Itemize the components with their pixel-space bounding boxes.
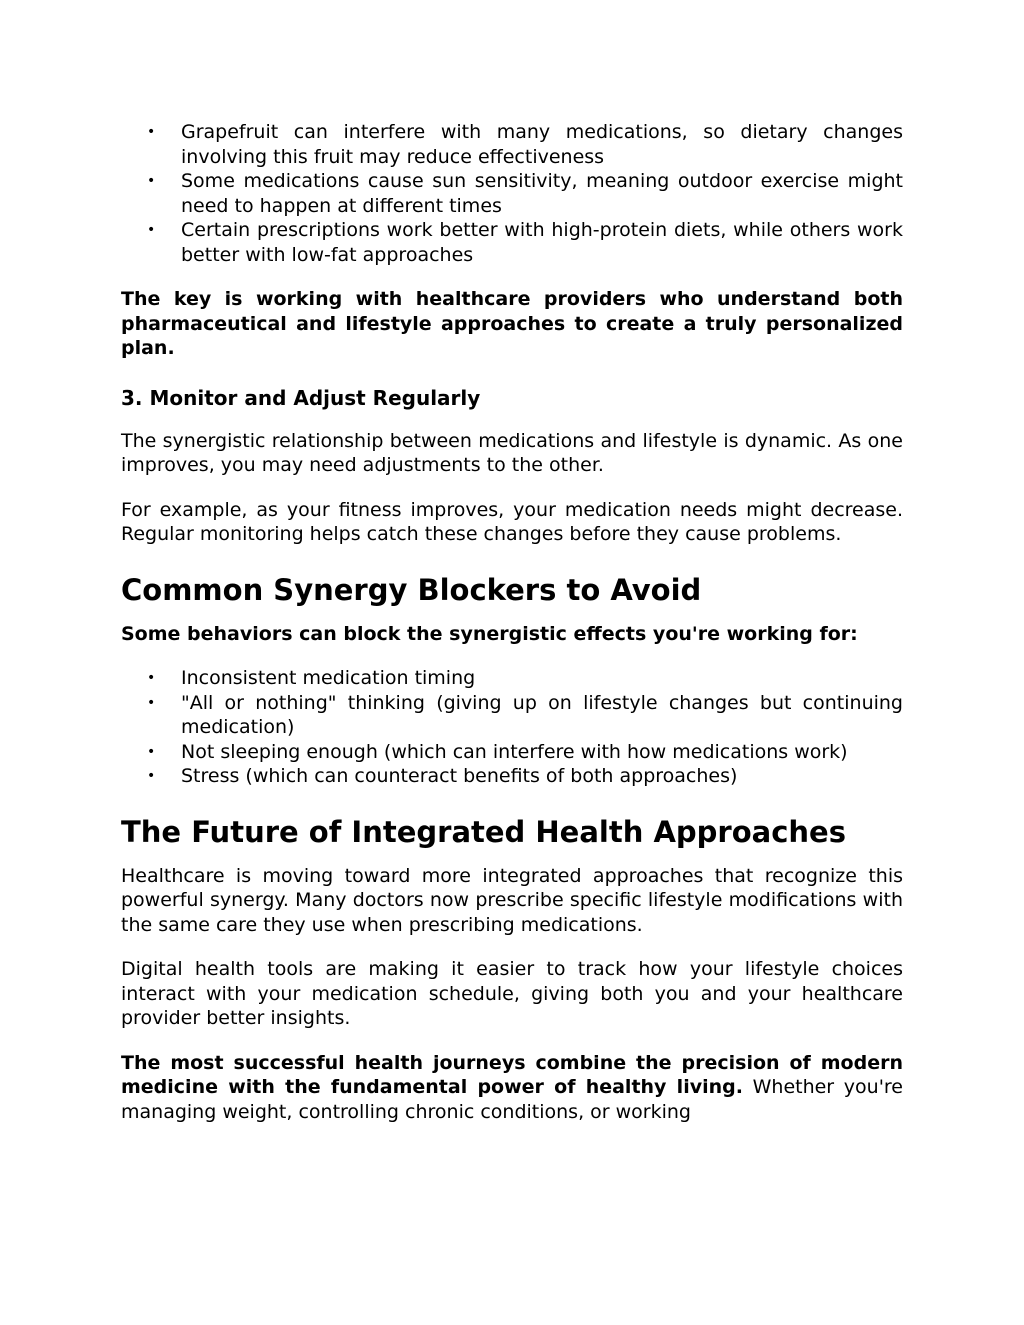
list-item: • Not sleeping enough (which can interfere with how medications work) — [147, 740, 848, 763]
heading-future-integrated: The Future of Integrated Health Approaches — [121, 814, 846, 849]
bullet-icon: • — [147, 222, 156, 238]
bullet-icon: • — [147, 670, 156, 686]
section-heading-monitor: 3. Monitor and Adjust Regularly — [121, 385, 481, 410]
future-paragraph-2: Digital health tools are making it easier to track how your lifestyle choices interact with your medication schedule, giving both you and your healthcare provider better insights. — [121, 958, 903, 1029]
bullet-icon: • — [147, 173, 156, 189]
list-item: • Grapefruit can interfere with many medications, so dietary changes involving this fruit may reduce effectiveness — [147, 121, 903, 168]
monitor-paragraph-2: For example, as your fitness improves, your medication needs might decrease. Regular monitoring helps catch these changes before they cause problems. — [121, 498, 903, 545]
list-item: • Inconsistent medication timing — [147, 667, 476, 689]
list-item: • Stress (which can counteract benefits of both approaches) — [147, 765, 738, 787]
list-item: • Certain prescriptions work better with high-protein diets, while others work better with low-fat approaches — [147, 219, 903, 266]
future-paragraph-1: Healthcare is moving toward more integrated approaches that recognize this powerful synergy. Many doctors now prescribe specific lifestyle modifications with the same care they use when prescribing medications. — [121, 864, 903, 936]
monitor-paragraph-1: The synergistic relationship between medications and lifestyle is dynamic. As one improves, you may need adjustments to the other. — [121, 429, 903, 476]
blockers-list — [121, 666, 903, 789]
interaction-examples-list — [121, 120, 903, 267]
heading-synergy-blockers: Common Synergy Blockers to Avoid — [121, 572, 702, 607]
bullet-icon: • — [147, 694, 156, 711]
key-paragraph: The key is working with healthcare providers who understand both pharmaceutical and lifestyle approaches to create a truly personalized plan. — [121, 288, 903, 359]
blockers-intro: Some behaviors can block the synergistic effects you're working for: — [121, 622, 858, 645]
document-page — [121, 120, 903, 1124]
bullet-icon: • — [147, 768, 156, 784]
closing-bold-text: The most successful health journeys combine the precision of modern medicine with the fundamental power of healthy living. — [121, 1051, 903, 1098]
closing-regular-text: Whether you're managing weight, controlling chronic conditions, or working — [121, 1076, 903, 1123]
bullet-icon: • — [147, 743, 156, 760]
bullet-icon: • — [147, 124, 156, 140]
list-item: • "All or nothing" thinking (giving up on lifestyle changes but continuing medication) — [147, 691, 903, 738]
list-item: • Some medications cause sun sensitivity, meaning outdoor exercise might need to happen at different times — [147, 170, 903, 217]
closing-paragraph — [121, 1051, 903, 1125]
